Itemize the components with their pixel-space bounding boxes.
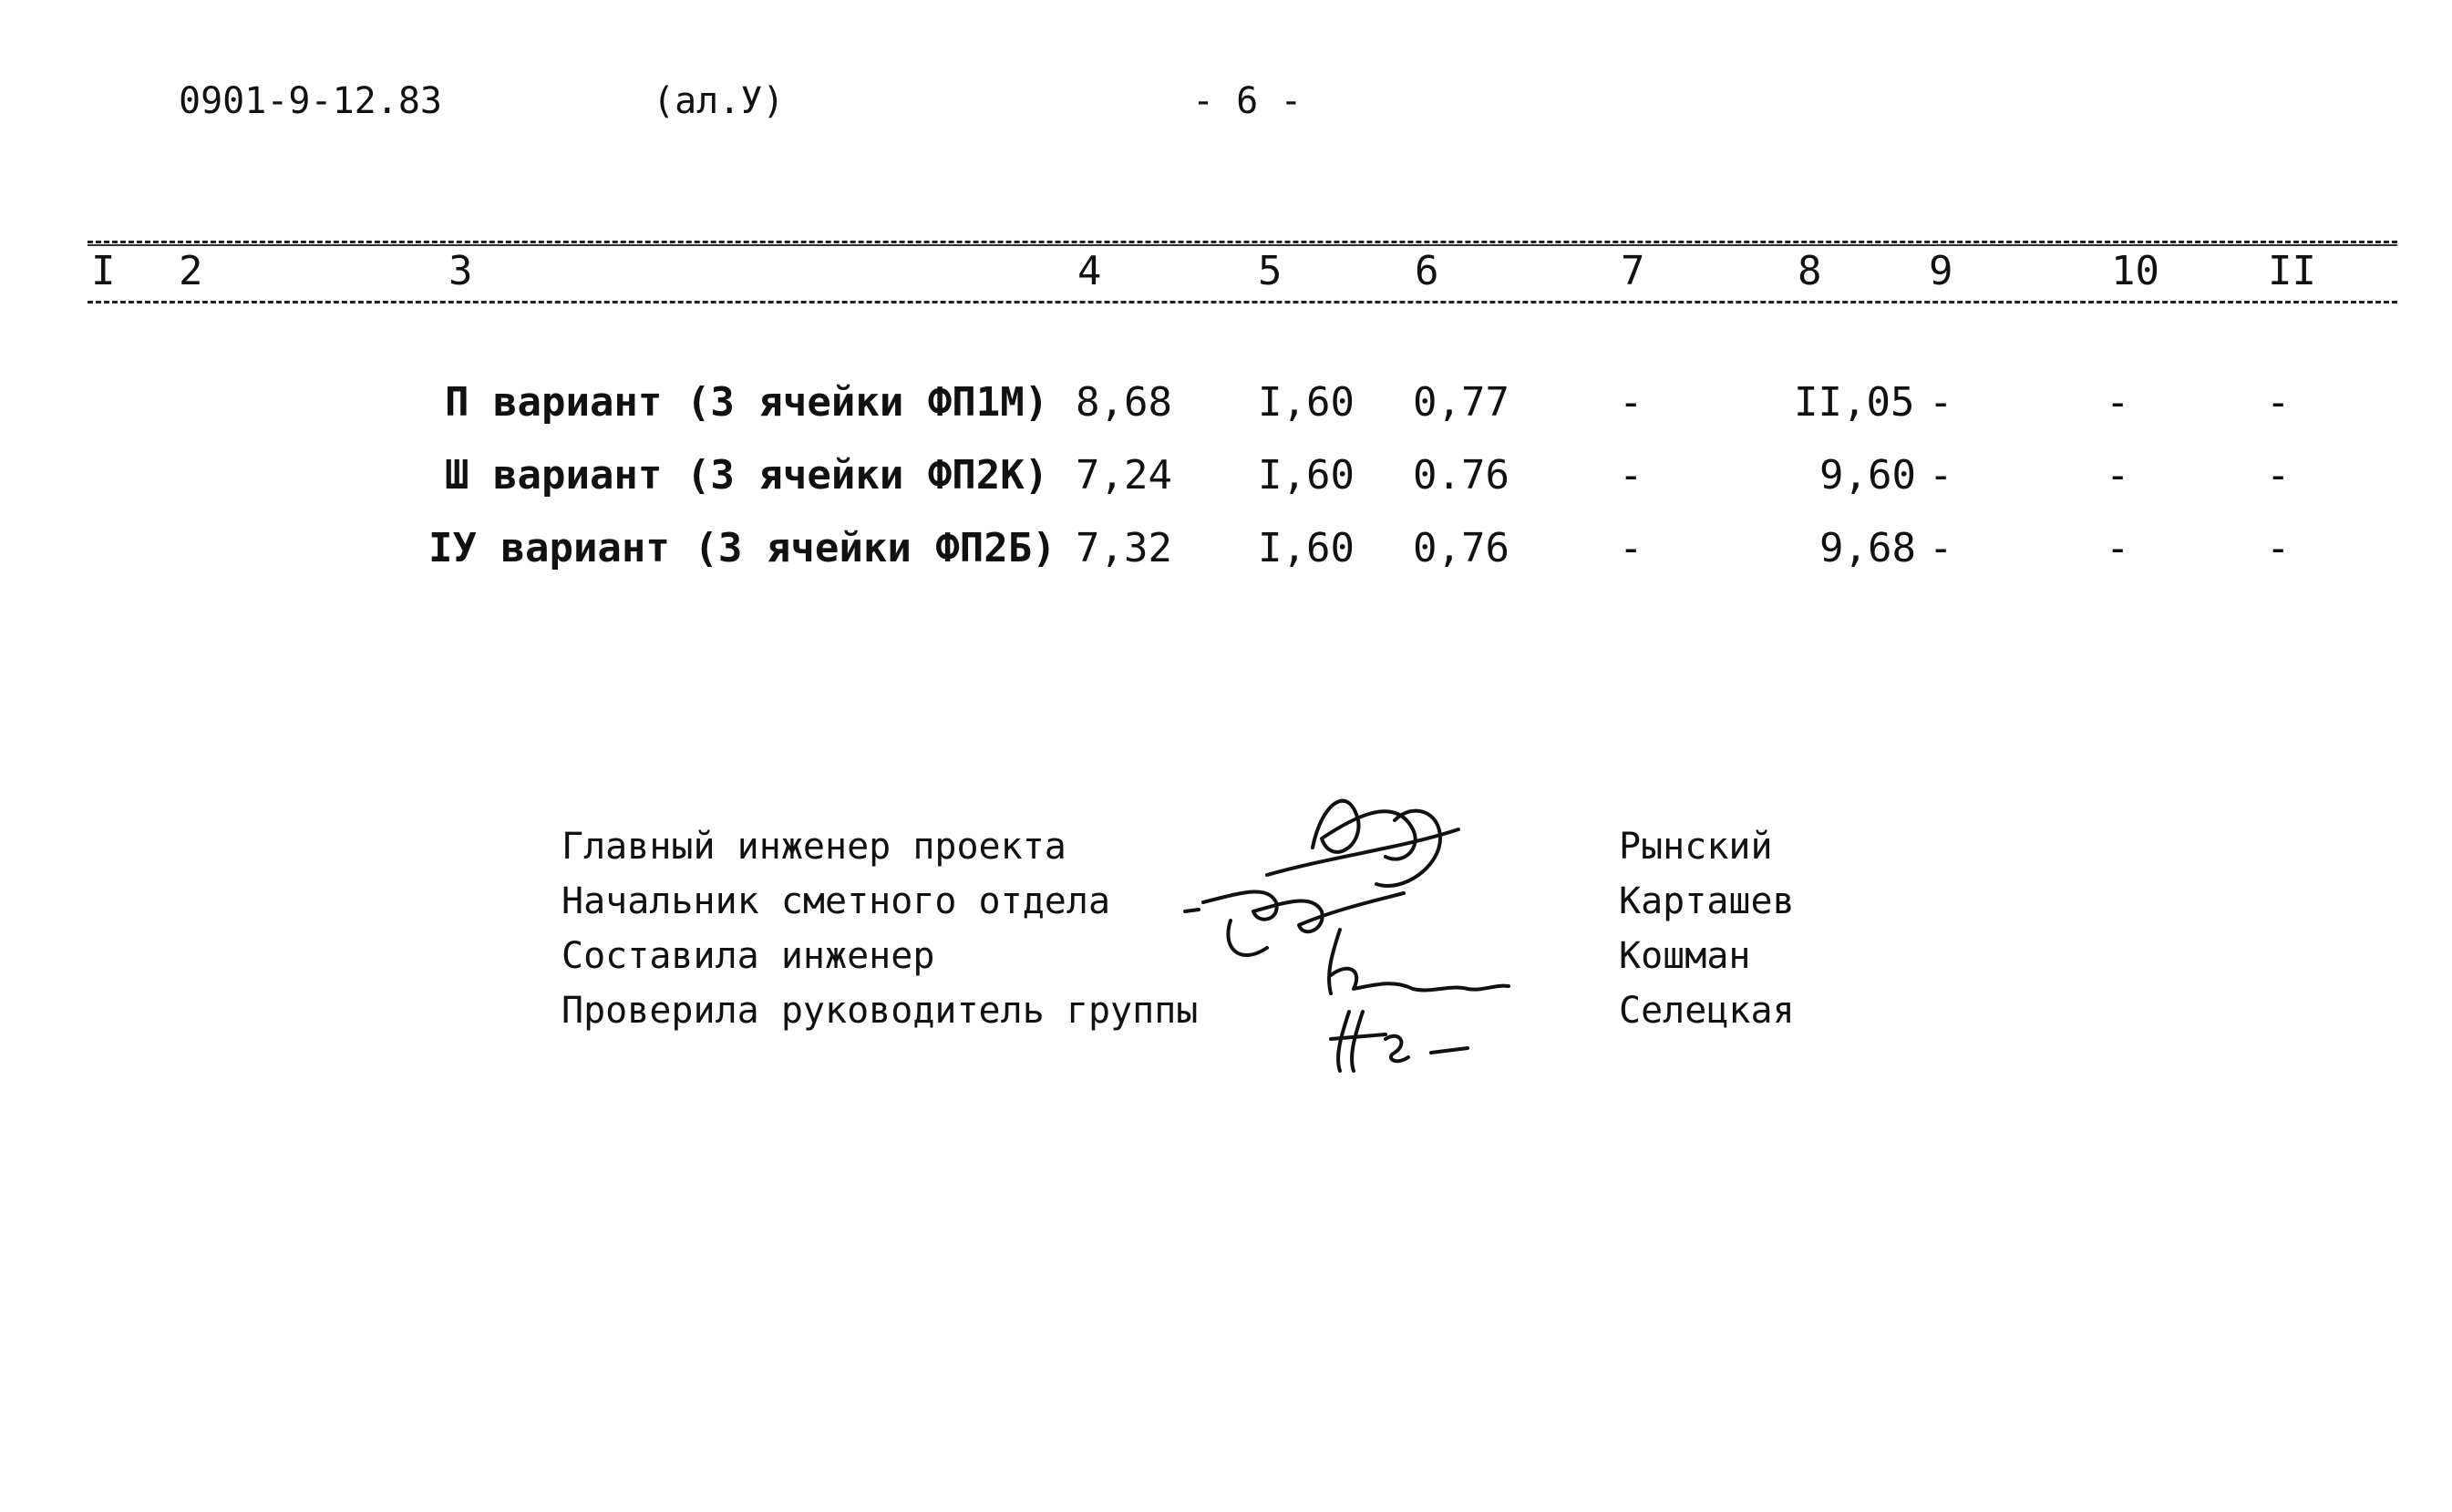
column-number-4: 4 — [1077, 248, 1102, 294]
table-top-rule-inner — [88, 244, 2397, 246]
album-label: (ал.У) — [653, 80, 785, 122]
column-number-10: 10 — [2111, 248, 2159, 294]
column-number-6: 6 — [1415, 248, 1439, 294]
handwritten-signatures — [1167, 766, 1550, 1075]
cell-col11: - — [2266, 525, 2291, 571]
signature-name: Селецкая — [1619, 990, 1795, 1032]
table-header-bottom-rule — [88, 301, 2397, 303]
cell-col7: - — [1619, 379, 1643, 426]
column-number-11: II — [2268, 248, 2316, 294]
cell-col5: I,60 — [1258, 525, 1355, 571]
cell-col8: II,05 — [1794, 379, 1915, 426]
cell-col11: - — [2266, 452, 2291, 499]
cell-col9: - — [1929, 379, 1953, 426]
signature-name: Кошман — [1619, 935, 1751, 977]
column-number-2: 2 — [179, 248, 203, 294]
cell-col7: - — [1619, 525, 1643, 571]
signature-role: Составила инженер — [561, 935, 935, 977]
cell-col6: 0,76 — [1413, 525, 1509, 571]
column-number-3: 3 — [448, 248, 473, 294]
cell-col9: - — [1929, 525, 1953, 571]
cell-col5: I,60 — [1258, 379, 1355, 426]
document-code: 0901-9-12.83 — [179, 80, 442, 122]
cell-col10: - — [2106, 525, 2130, 571]
signature-role: Проверила руководитель группы — [561, 990, 1199, 1032]
cell-col8: 9,68 — [1819, 525, 1916, 571]
cell-col6: 0.76 — [1413, 452, 1509, 499]
signature-group-leader — [1331, 1012, 1468, 1071]
cell-col4: 7,24 — [1076, 452, 1172, 499]
row-description: Ш вариант (3 ячейки ФП2К) — [445, 452, 1049, 499]
signature-name: Рынский — [1619, 826, 1773, 868]
cell-col5: I,60 — [1258, 452, 1355, 499]
table-top-rule — [88, 241, 2397, 243]
cell-col10: - — [2106, 379, 2130, 426]
cell-col4: 8,68 — [1076, 379, 1172, 426]
signature-dept-head — [1203, 891, 1404, 955]
signature-dept-head-stroke — [1185, 910, 1199, 911]
column-number-5: 5 — [1258, 248, 1283, 294]
cell-col11: - — [2266, 379, 2291, 426]
cell-col10: - — [2106, 452, 2130, 499]
cell-col8: 9,60 — [1819, 452, 1916, 499]
signature-chief-engineer — [1313, 801, 1440, 886]
signature-name: Карташев — [1619, 880, 1795, 922]
column-number-8: 8 — [1798, 248, 1822, 294]
page-number: - 6 - — [1192, 80, 1303, 122]
cell-col6: 0,77 — [1413, 379, 1509, 426]
cell-col9: - — [1929, 452, 1953, 499]
cell-col7: - — [1619, 452, 1643, 499]
column-number-1: I — [91, 248, 116, 294]
cell-col4: 7,32 — [1076, 525, 1172, 571]
signature-engineer — [1329, 930, 1509, 993]
column-number-9: 9 — [1929, 248, 1953, 294]
row-description: П вариант (3 ячейки ФП1М) — [445, 379, 1049, 426]
signature-role: Главный инженер проекта — [561, 826, 1066, 868]
column-number-7: 7 — [1621, 248, 1645, 294]
signature-chief-engineer-underline — [1267, 829, 1458, 875]
row-description: IУ вариант (3 ячейки ФП2Б) — [428, 525, 1056, 571]
signature-role: Начальник сметного отдела — [561, 880, 1111, 922]
